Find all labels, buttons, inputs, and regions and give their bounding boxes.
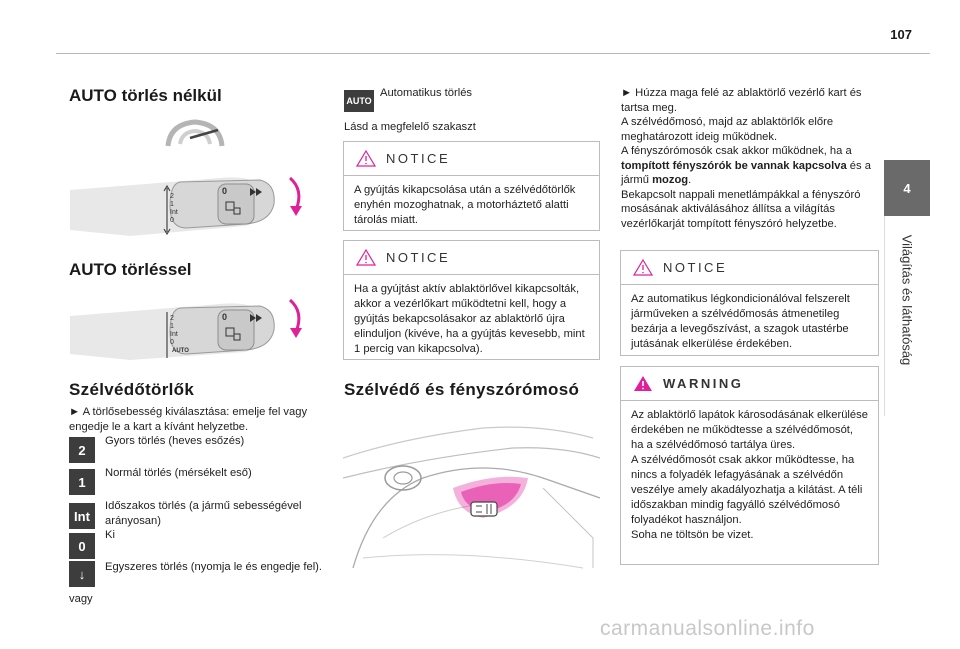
lever-mark: 0 (170, 217, 174, 224)
warning-line: Az ablaktörlő lapátok károsodásának elkerülése érdekében ne működtesse a szélvédőmosót, ha a szélvédőmosó tartálya üres. (631, 409, 868, 451)
drl-note: Bekapcsolt nappali menetlámpákkal a fényszóró mosásának aktiválásához állítsa a világítás vezérlőkarját tompított fényszóró helyzetbe. (621, 188, 861, 230)
lever-zero-mark: 0 (222, 186, 228, 196)
speed-2-text: Gyors törlés (heves esőzés) (105, 435, 245, 447)
heading-washer: Szélvédő és fényszórómosó (344, 380, 580, 399)
warning-header (621, 367, 878, 401)
steering-wheel-illustration (160, 118, 230, 150)
auto-wipe-icon: AUTO (344, 90, 374, 112)
warning-triangle-icon (633, 375, 653, 392)
notice-header (344, 142, 599, 176)
warning-text (621, 401, 878, 543)
condition-bold: mozog (652, 174, 689, 186)
notice-header (344, 241, 599, 275)
notice-header (621, 251, 878, 285)
interval-text: Időszakos törlés (a jármű sebességével arányosan) (105, 500, 302, 527)
lever-mark: Int (170, 331, 178, 338)
washer-instructions (621, 86, 879, 231)
lever-mark: 1 (170, 201, 174, 208)
notice-label: NOTICE (386, 151, 451, 166)
notice-label: NOTICE (663, 260, 728, 275)
lever-mark-auto: AUTO (172, 348, 189, 354)
warning-label: WARNING (663, 376, 744, 391)
off-text: Ki (105, 529, 115, 541)
auto-wipe-text: Automatikus törlés (380, 87, 473, 99)
lever-mark: 0 (170, 339, 174, 346)
interval-icon: Int (69, 503, 95, 529)
warning-line: Soha ne töltsön be vizet. (631, 529, 754, 541)
wiper-lever-illustration-auto-off (70, 160, 310, 240)
single-wipe-icon: ↓ (69, 561, 95, 587)
chapter-title: Világítás és láthatóság (899, 234, 915, 366)
notice-1-text: A gyújtás kikapcsolása után a szélvédőtörlők enyhén mozoghatnak, a motorháztető alatti tárolás miatt. (354, 184, 576, 226)
speed-1-icon: 1 (69, 469, 95, 495)
condition-bold: tompított fényszórók be vannak kapcsolva (621, 159, 847, 172)
caution-triangle-icon (356, 249, 376, 266)
heading-auto-off: AUTO törlés nélkül (69, 86, 222, 105)
notice-label: NOTICE (386, 250, 451, 265)
header-rule (56, 53, 930, 54)
pull-arrow-icon (286, 176, 306, 218)
warning-line: A szélvédőmosót csak akkor működtesse, ha nincs a folyadék lefagyásának a szélvédőn veszélye amely akadályozhatja a kilátást. A téli időszakban mindig fagyálló szélvédőmosó folyadékot használjon. (631, 454, 863, 526)
lever-mark: 2 (170, 315, 174, 322)
car-front-washer-illustration (343, 418, 600, 578)
heading-auto-on: AUTO törléssel (69, 260, 192, 279)
notice-3-text: Az automatikus légkondicionálóval felszerelt járműveken a szélvédőmosás átmenetileg bezárja a levegőszívást, a szagok utastérbe jutásának elkerülése érdekében. (631, 293, 850, 350)
washer-step-1: ► Húzza maga felé az ablaktörlő vezérlő kart és tartsa meg. (621, 87, 862, 114)
page-number: 107 (890, 27, 912, 42)
headlamp-washer-condition (621, 144, 879, 188)
see-section-text: Lásd a megfelelő szakaszt (344, 121, 476, 133)
condition-text: . (688, 174, 692, 186)
notice-box-1 (343, 141, 600, 231)
heading-wipers: Szélvédőtörlők (69, 380, 195, 399)
single-wipe-text: Egyszeres törlés (nyomja le és engedje fel). (105, 561, 323, 573)
chapter-tab[interactable]: 4 (884, 160, 930, 216)
or-text: vagy (69, 593, 93, 605)
lever-mark: Int (170, 209, 178, 216)
lever-zero-mark: 0 (222, 312, 228, 322)
pull-arrow-icon (286, 298, 306, 340)
wiper-lever-illustration-auto-on (70, 290, 310, 362)
notice-2-text: Ha a gyújtást aktív ablaktörlővel kikapcsolták, akkor a vezérlőkart működtetni kell, hogy a gyújtás bekapcsolásakor az ablaktörlő újra elinduljon (kivéve, ha a gyújtás kevesebb, mint 1 percig van kikapcsolva). (354, 283, 585, 355)
off-icon: 0 (69, 533, 95, 559)
caution-triangle-icon (633, 259, 653, 276)
speed-2-icon: 2 (69, 437, 95, 463)
caution-triangle-icon (356, 150, 376, 167)
wiper-intro-text: ► A törlősebesség kiválasztása: emelje fel vagy engedje le a kart a kívánt helyzetbe. (69, 406, 308, 433)
warning-box (620, 366, 879, 565)
notice-box-3 (620, 250, 879, 356)
watermark: carmanualsonline.info (600, 617, 815, 640)
speed-1-text: Normál törlés (mérsékelt eső) (105, 467, 252, 479)
condition-text: A fényszórómosók csak akkor működnek, ha a (621, 145, 852, 157)
condition-text: és a jármű (621, 159, 871, 186)
lever-mark: 1 (170, 323, 174, 330)
lever-mark: 2 (170, 193, 174, 200)
washer-step-2: A szélvédőmosó, majd az ablaktörlők előre meghatározott ideig működnek. (621, 116, 834, 143)
notice-box-2 (343, 240, 600, 360)
